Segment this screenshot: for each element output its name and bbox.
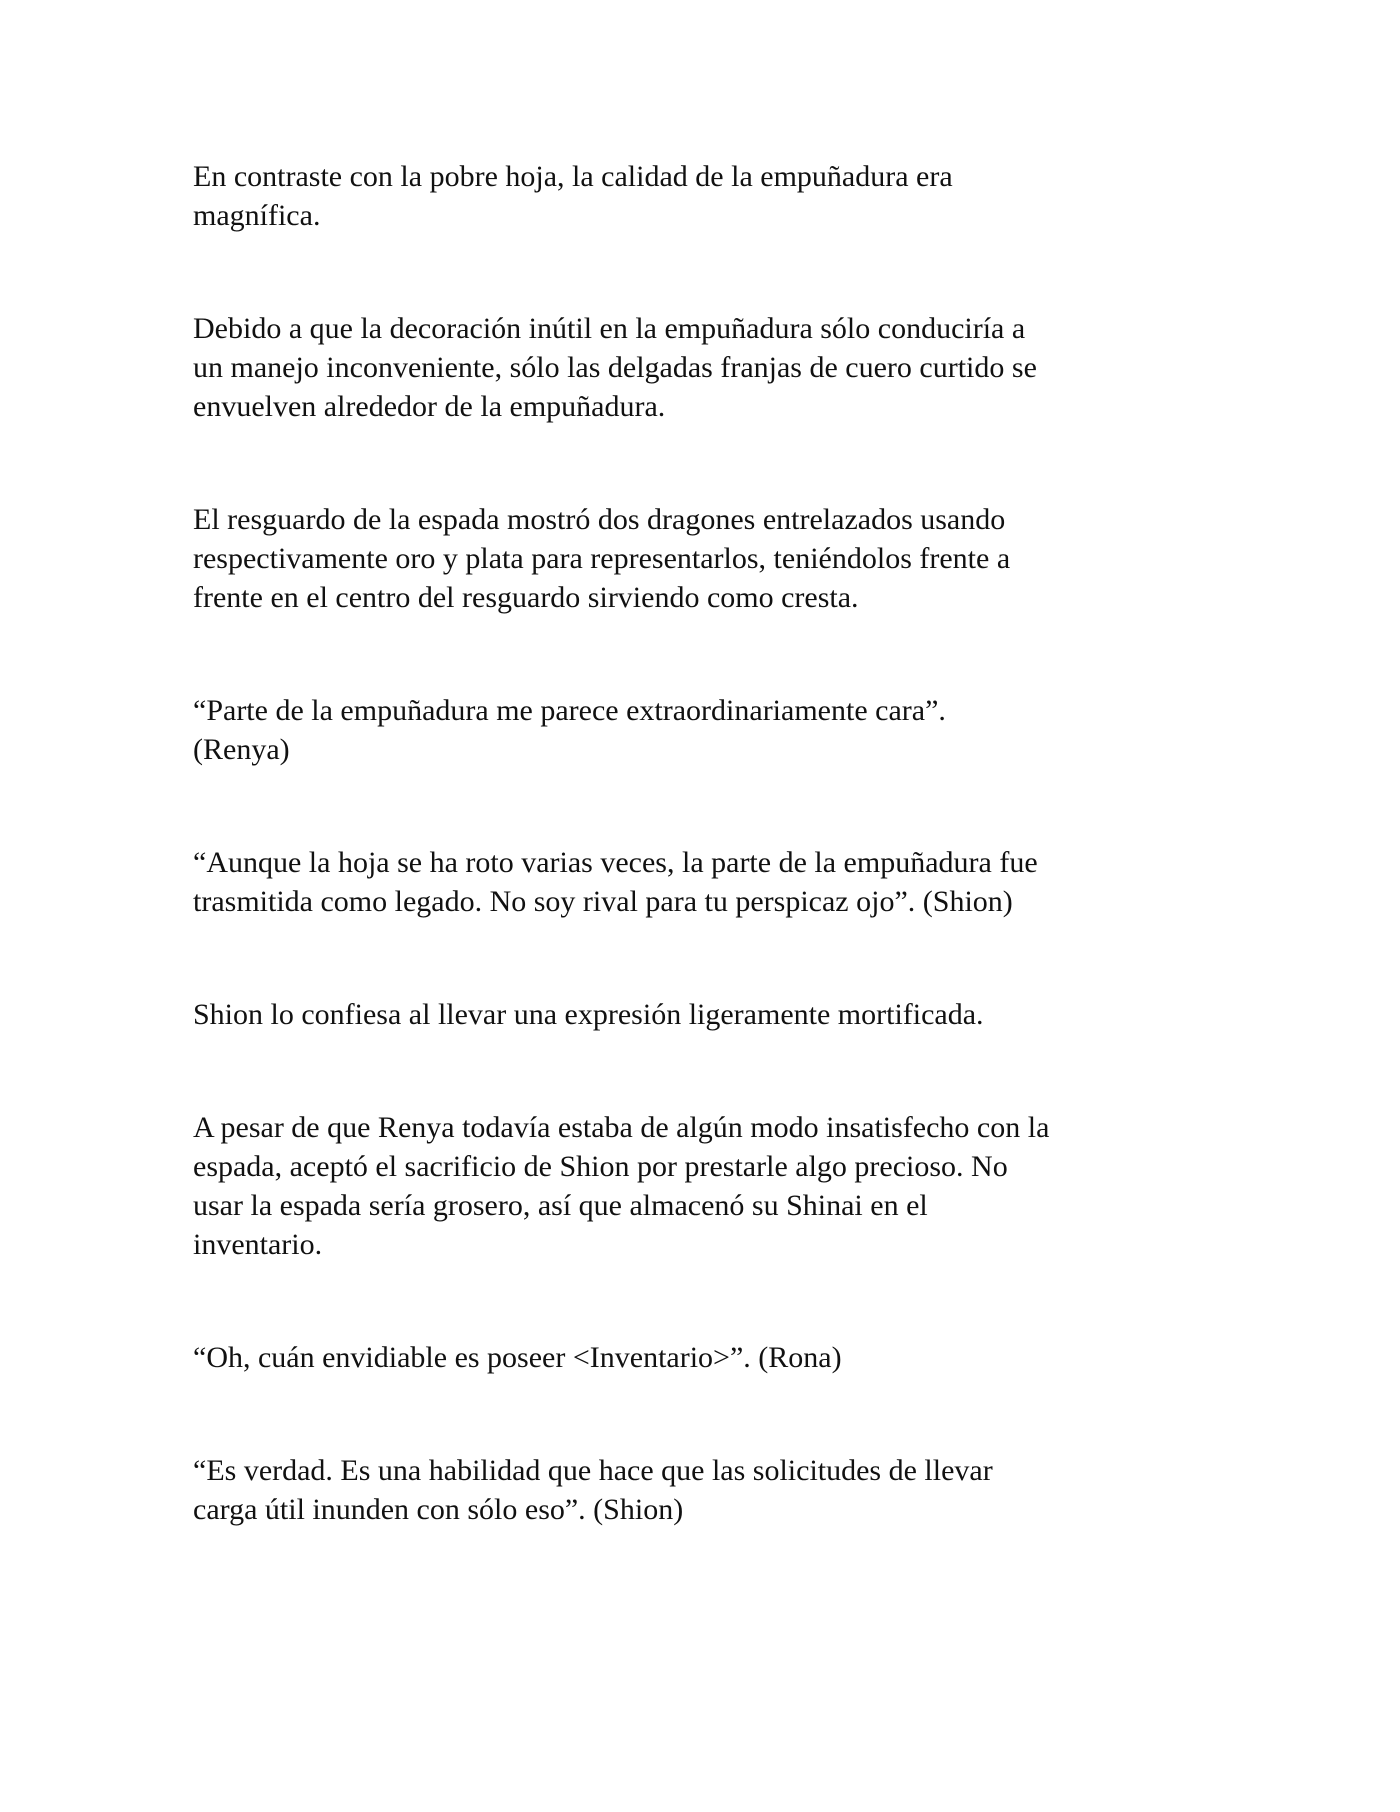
text-line: envuelven alrededor de la empuñadura. [193, 390, 666, 423]
text-line: “Parte de la empuñadura me parece extraordinariamente cara”. [193, 694, 946, 727]
text-line: Shion lo confiesa al llevar una expresión ligeramente mortificada. [193, 998, 984, 1031]
paragraph-8 [193, 1338, 1220, 1377]
text-line: trasmitida como legado. No soy rival para tu perspicaz ojo”. (Shion) [193, 885, 1013, 918]
paragraph-1 [193, 157, 1220, 235]
text-line: carga útil inunden con sólo eso”. (Shion) [193, 1493, 684, 1526]
text-line: “Aunque la hoja se ha roto varias veces, la parte de la empuñadura fue [193, 846, 1038, 879]
text-line: Debido a que la decoración inútil en la empuñadura sólo conduciría a [193, 312, 1026, 345]
text-line: En contraste con la pobre hoja, la calidad de la empuñadura era [193, 160, 953, 193]
text-line: frente en el centro del resguardo sirviendo como cresta. [193, 581, 859, 614]
text-line: “Es verdad. Es una habilidad que hace que las solicitudes de llevar [193, 1454, 993, 1487]
text-line: A pesar de que Renya todavía estaba de algún modo insatisfecho con la [193, 1111, 1050, 1144]
text-line: respectivamente oro y plata para representarlos, teniéndolos frente a [193, 542, 1011, 575]
paragraph-3 [193, 500, 1220, 617]
text-line: inventario. [193, 1228, 323, 1261]
text-line: un manejo inconveniente, sólo las delgadas franjas de cuero curtido se [193, 351, 1037, 384]
paragraph-4 [193, 691, 1220, 769]
paragraph-6 [193, 995, 1220, 1034]
text-line: El resguardo de la espada mostró dos dragones entrelazados usando [193, 503, 1006, 536]
text-line: espada, aceptó el sacrificio de Shion por prestarle algo precioso. No [193, 1150, 1008, 1183]
paragraph-2 [193, 309, 1220, 426]
paragraph-9 [193, 1451, 1220, 1529]
text-line: magnífica. [193, 199, 321, 232]
text-line: usar la espada sería grosero, así que almacenó su Shinai en el [193, 1189, 928, 1222]
text-line: “Oh, cuán envidiable es poseer <Inventario>”. (Rona) [193, 1341, 842, 1374]
paragraph-7 [193, 1108, 1220, 1264]
text-line: (Renya) [193, 733, 290, 766]
paragraph-5 [193, 843, 1220, 921]
